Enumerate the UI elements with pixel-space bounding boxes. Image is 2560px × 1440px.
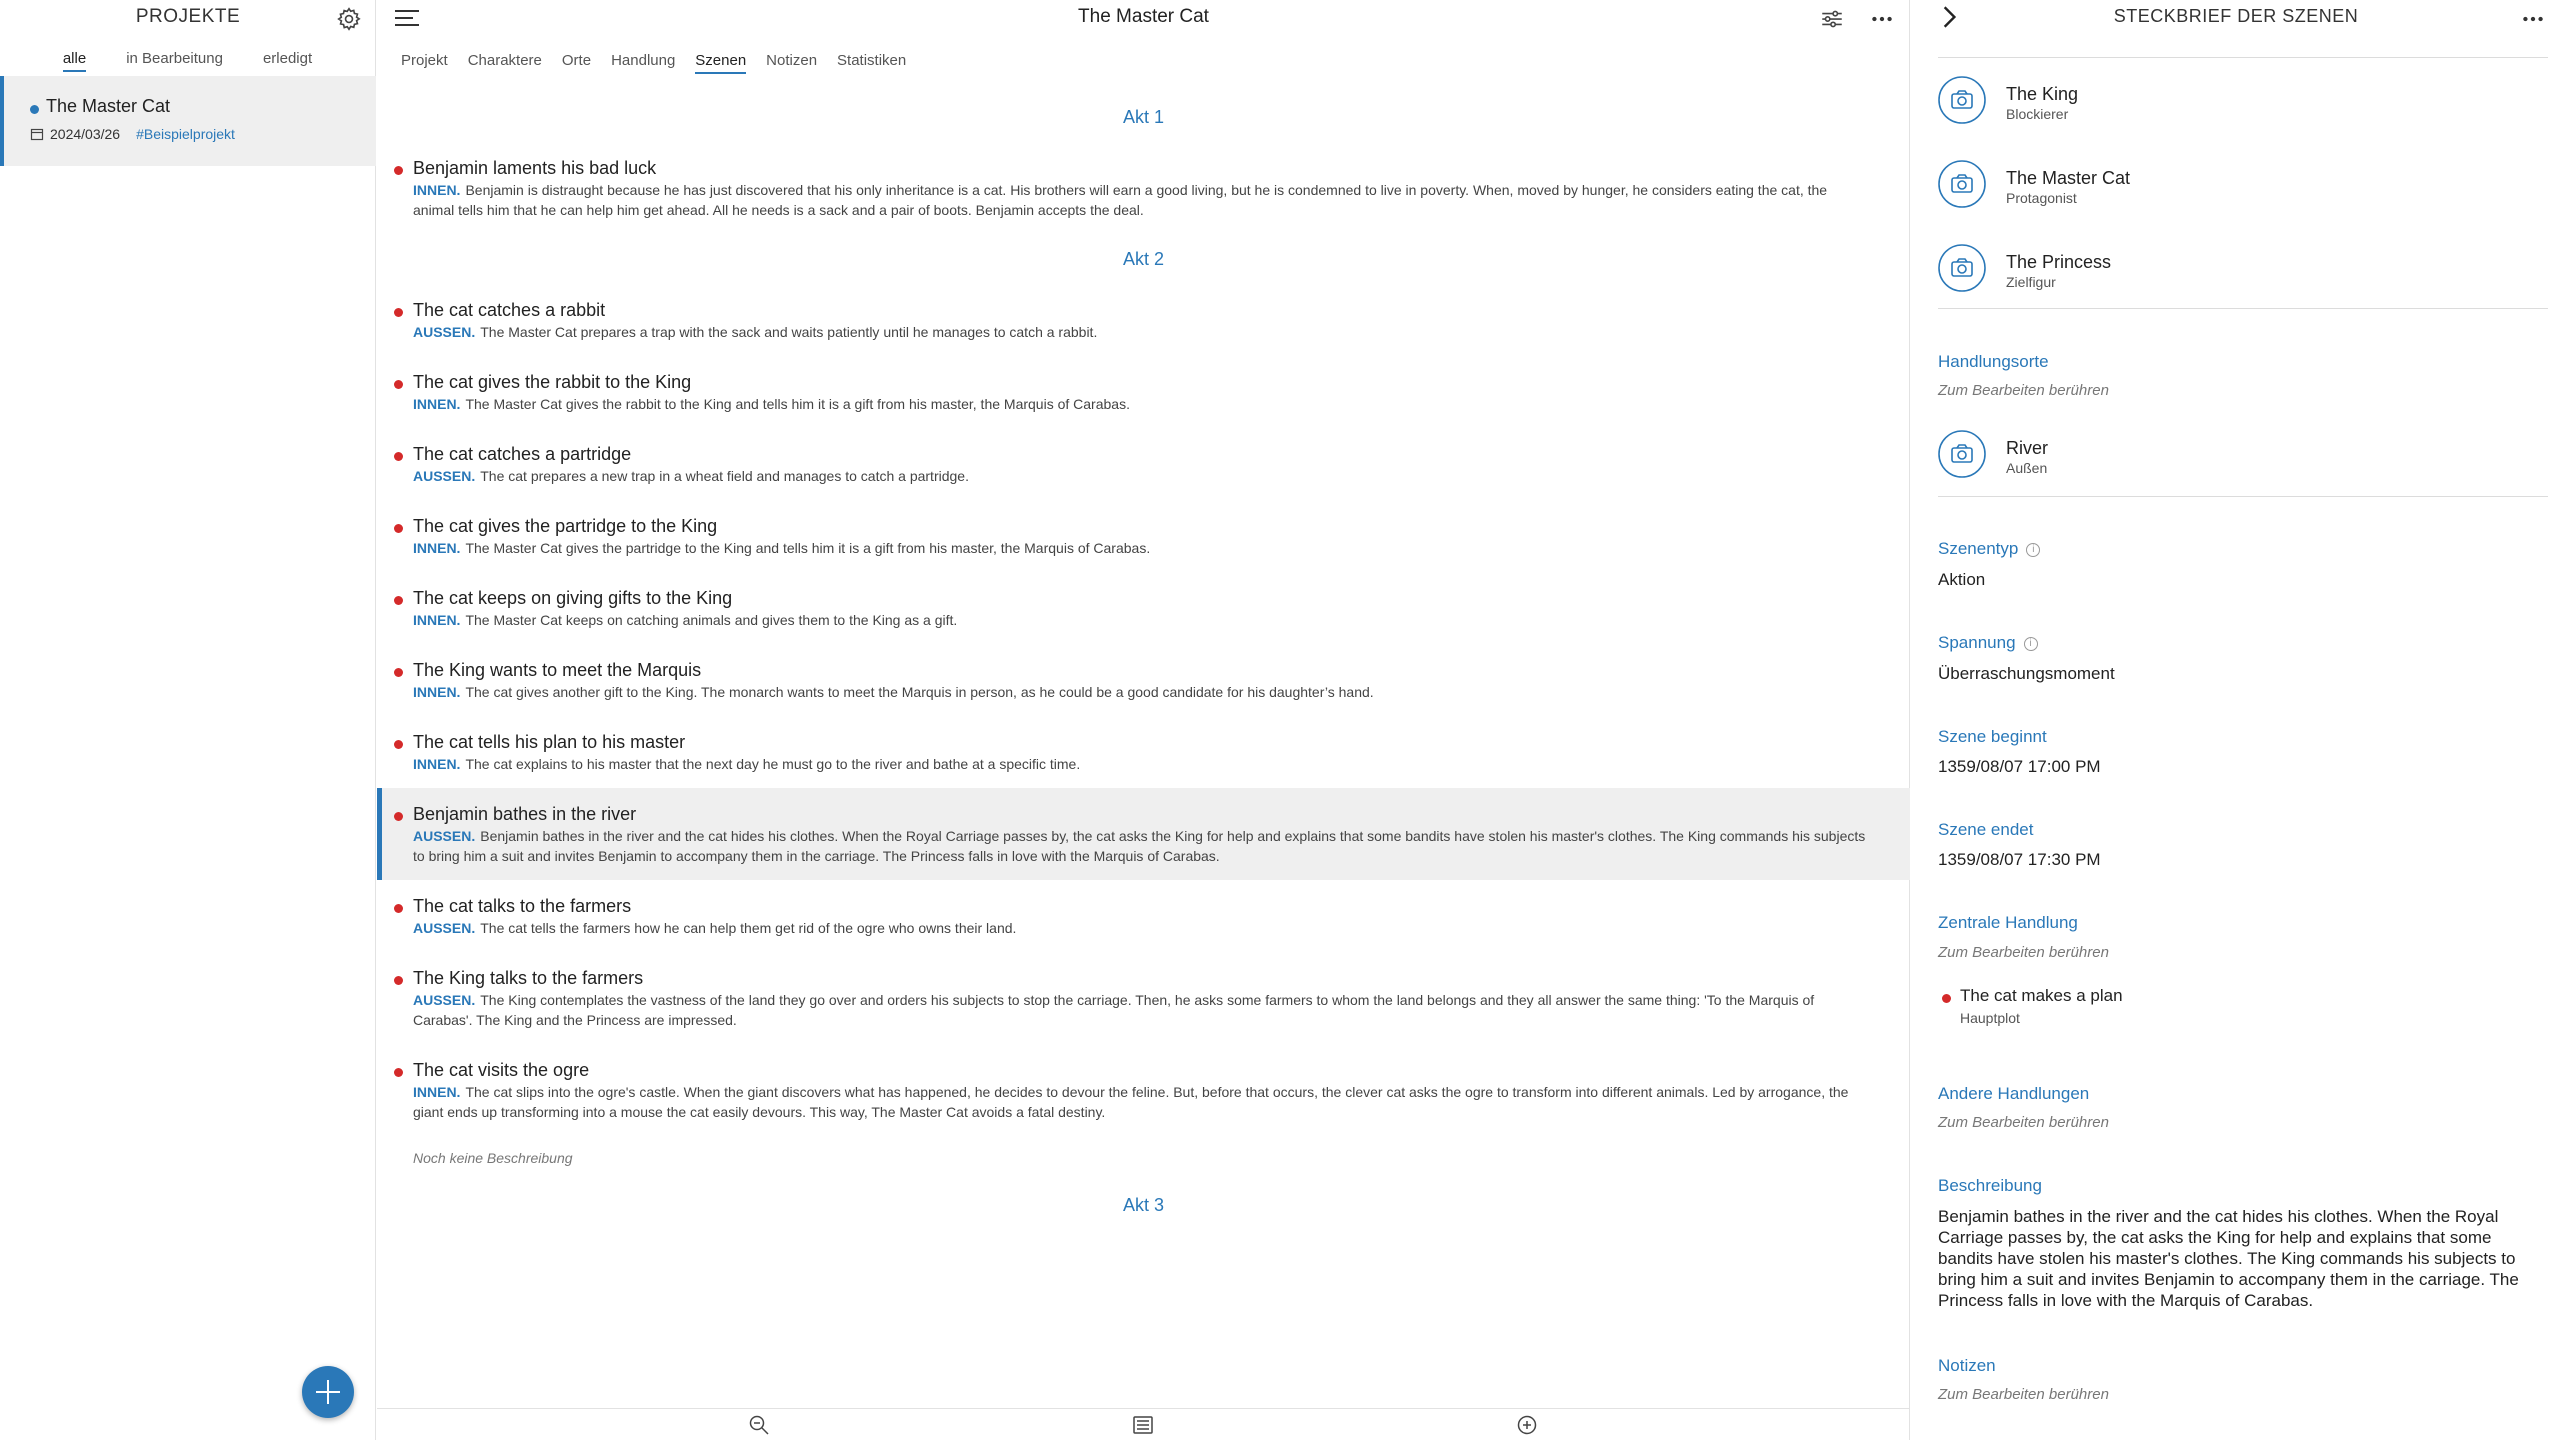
scene-kind: AUSSEN. bbox=[413, 828, 476, 844]
scene-item[interactable] bbox=[377, 952, 1910, 1044]
character-name: The Master Cat bbox=[2006, 168, 2131, 188]
scene-bullet bbox=[394, 308, 403, 317]
character-item[interactable] bbox=[1938, 60, 2548, 140]
scene-item[interactable] bbox=[377, 644, 1910, 716]
main-plot-edit-hint[interactable]: Zum Bearbeiten berühren bbox=[1938, 944, 2109, 961]
scene-kind: INNEN. bbox=[413, 756, 461, 772]
scene-description: The Master Cat gives the partridge to the King and tells him it is a gift from his master, the Marquis of Carabas. bbox=[465, 540, 1151, 556]
scene-description: The Master Cat keeps on catching animals and gives them to the King as a gift. bbox=[465, 612, 958, 628]
divider bbox=[1938, 308, 2548, 309]
scene-type-value[interactable]: Aktion bbox=[1938, 570, 1986, 589]
scene-list[interactable] bbox=[377, 92, 1910, 1400]
scene-title: Benjamin bathes in the river bbox=[413, 804, 637, 824]
scene-item[interactable] bbox=[377, 716, 1910, 788]
tab-notes[interactable]: Notizen bbox=[766, 52, 818, 69]
scene-description: The Master Cat gives the rabbit to the King and tells him it is a gift from his master, the Marquis of Carabas. bbox=[465, 396, 1130, 412]
scene-start-value[interactable]: 1359/08/07 17:00 PM bbox=[1938, 757, 2101, 776]
add-project-button[interactable] bbox=[302, 1366, 354, 1418]
info-icon[interactable]: i bbox=[2024, 637, 2038, 651]
scene-kind: AUSSEN. bbox=[413, 992, 476, 1008]
scene-end-label: Szene endet bbox=[1938, 820, 2034, 839]
section-tabs bbox=[401, 52, 906, 74]
scene-title: The cat gives the rabbit to the King bbox=[413, 372, 692, 392]
divider bbox=[1938, 496, 2548, 497]
character-item[interactable] bbox=[1938, 144, 2548, 224]
scene-title: The cat keeps on giving gifts to the King bbox=[413, 588, 733, 608]
scene-title: The cat catches a partridge bbox=[413, 444, 632, 464]
scene-kind: INNEN. bbox=[413, 612, 461, 628]
tab-scenes[interactable]: Szenen bbox=[695, 52, 746, 74]
scene-kind: INNEN. bbox=[413, 396, 461, 412]
main-plot-label: Zentrale Handlung bbox=[1938, 913, 2078, 932]
tab-plot[interactable]: Handlung bbox=[611, 52, 676, 69]
scene-bullet bbox=[394, 976, 403, 985]
location-type: Außen bbox=[2006, 460, 2048, 476]
scene-item[interactable] bbox=[377, 428, 1910, 500]
tension-label: Spannung i bbox=[1938, 633, 2038, 653]
project-tag: Beispielprojekt bbox=[143, 126, 235, 142]
scene-kind: INNEN. bbox=[413, 684, 461, 700]
scene-start-label: Szene beginnt bbox=[1938, 727, 2047, 746]
center-toolbar bbox=[377, 0, 1909, 44]
location-item[interactable] bbox=[1938, 414, 2548, 494]
scene-bullet bbox=[394, 524, 403, 533]
scene-bullet bbox=[394, 452, 403, 461]
scene-kind: AUSSEN. bbox=[413, 324, 476, 340]
scene-title: The cat catches a rabbit bbox=[413, 300, 606, 320]
scene-item[interactable] bbox=[377, 572, 1910, 644]
scene-bullet bbox=[394, 596, 403, 605]
scene-item[interactable] bbox=[377, 880, 1910, 952]
locations-label: Handlungsorte bbox=[1938, 352, 2049, 371]
scene-title: The cat gives the partridge to the King bbox=[413, 516, 718, 536]
list-view-icon[interactable] bbox=[1131, 1413, 1155, 1437]
scene-type-label: Szenentyp i bbox=[1938, 539, 2040, 559]
tab-project[interactable]: Projekt bbox=[401, 52, 448, 69]
profile-header bbox=[1912, 0, 2560, 50]
zoom-out-icon[interactable] bbox=[747, 1413, 771, 1437]
location-name: River bbox=[2006, 438, 2049, 458]
act-header[interactable]: Akt 2 bbox=[1122, 249, 1165, 269]
project-filter-tabs bbox=[0, 50, 375, 72]
notes-edit-hint[interactable]: Zum Bearbeiten berühren bbox=[1938, 1386, 2109, 1403]
tension-value[interactable]: Überraschungsmoment bbox=[1938, 664, 2115, 683]
sliders-icon[interactable] bbox=[1819, 6, 1845, 32]
scene-title: Benjamin laments his bad luck bbox=[413, 158, 657, 178]
scene-kind: INNEN. bbox=[413, 1084, 461, 1100]
scene-description: Benjamin bathes in the river and the cat hides his clothes. When the Royal Carriage passes by, the cat asks the King for help and explains that some bandits have stolen his master's clothes. The King commands his subjects to bring him a suit and invites Benjamin to accompany them in the carriage. The Princess falls in love with the Marquis of Carabas. bbox=[413, 828, 1866, 864]
camera-icon bbox=[1938, 430, 1986, 478]
other-plots-label: Andere Handlungen bbox=[1938, 1084, 2090, 1103]
character-name: The King bbox=[2006, 84, 2079, 104]
scene-kind: INNEN. bbox=[413, 540, 461, 556]
scene-bullet bbox=[394, 380, 403, 389]
camera-icon bbox=[1938, 244, 1986, 292]
project-name: The Master Cat bbox=[46, 96, 171, 116]
bottom-toolbar bbox=[377, 1408, 1910, 1440]
add-scene-icon[interactable] bbox=[1515, 1413, 1539, 1437]
scene-title: The King talks to the farmers bbox=[413, 968, 644, 988]
scene-bullet bbox=[394, 904, 403, 913]
plot-name: The cat makes a plan bbox=[1960, 986, 2123, 1005]
project-date: 2024/03/26 bbox=[50, 126, 121, 142]
tab-characters[interactable]: Charaktere bbox=[467, 52, 542, 69]
scene-bullet bbox=[394, 1068, 403, 1077]
tab-locations[interactable]: Orte bbox=[561, 52, 592, 69]
scene-item[interactable] bbox=[377, 284, 1910, 356]
document-title: The Master Cat bbox=[1078, 6, 1209, 27]
calendar-icon bbox=[30, 127, 44, 141]
act-header[interactable]: Akt 3 bbox=[1122, 1195, 1165, 1215]
scene-description: The cat tells the farmers how he can help them get rid of the ogre who owns their land. bbox=[480, 920, 1017, 936]
project-item[interactable] bbox=[0, 76, 376, 166]
hashtag-icon: # bbox=[136, 126, 144, 142]
scene-kind: AUSSEN. bbox=[413, 468, 476, 484]
act-header[interactable]: Akt 1 bbox=[1122, 107, 1165, 127]
scene-description: The Master Cat prepares a trap with the sack and waits patiently until he manages to catch a rabbit. bbox=[480, 324, 1098, 340]
character-role: Zielfigur bbox=[2006, 274, 2056, 290]
more-options-icon[interactable] bbox=[2520, 6, 2546, 32]
scene-item-selected[interactable] bbox=[377, 788, 1910, 880]
scene-bullet bbox=[394, 812, 403, 821]
divider bbox=[1938, 57, 2548, 58]
gear-icon[interactable] bbox=[336, 6, 362, 32]
locations-edit-hint[interactable]: Zum Bearbeiten berühren bbox=[1938, 382, 2109, 399]
projects-title: PROJEKTE bbox=[135, 6, 241, 27]
scene-bullet bbox=[394, 668, 403, 677]
projects-header bbox=[0, 0, 375, 44]
info-icon[interactable]: i bbox=[2026, 543, 2040, 557]
tab-statistics[interactable]: Statistiken bbox=[837, 52, 907, 69]
scene-title: The King wants to meet the Marquis bbox=[413, 660, 702, 680]
more-options-icon[interactable] bbox=[1869, 6, 1895, 32]
filter-in-progress[interactable]: in Bearbeitung bbox=[126, 50, 223, 67]
scene-bullet bbox=[394, 740, 403, 749]
scene-item[interactable] bbox=[377, 356, 1910, 428]
other-plots-edit-hint[interactable]: Zum Bearbeiten berühren bbox=[1938, 1114, 2109, 1131]
scene-item[interactable] bbox=[377, 1044, 1910, 1136]
scene-description: The cat slips into the ogre's castle. When the giant discovers what has happened, he decides to devour the feline. But, before that occurs, the clever cat asks the ogre to transform into different animals. Led by arrogance, the giant ends up transforming into a mouse the cat easily devours. This way, The Master Cat avoids a fatal destiny. bbox=[413, 1084, 1849, 1120]
scene-title: The cat visits the ogre bbox=[413, 1060, 590, 1080]
notes-label: Notizen bbox=[1938, 1356, 1996, 1375]
act-no-description[interactable]: Noch keine Beschreibung bbox=[413, 1150, 573, 1166]
scene-title: The cat talks to the farmers bbox=[413, 896, 632, 916]
projects-panel bbox=[0, 0, 376, 1440]
camera-icon bbox=[1938, 76, 1986, 124]
scene-title: The cat tells his plan to his master bbox=[413, 732, 686, 752]
scene-description: The King contemplates the vastness of the land they go over and orders his subjects to stop the carriage. Then, he asks some farmers to whom the land belongs and they all answer the same thing: 'To the Marquis of Carabas'. The King and the Princess are impressed. bbox=[413, 992, 1815, 1028]
profile-title: STECKBRIEF DER SZENEN bbox=[2113, 6, 2359, 26]
scene-profile-panel bbox=[1912, 0, 2560, 1440]
scene-kind: INNEN. bbox=[413, 182, 461, 198]
scene-description: The cat prepares a new trap in a wheat field and manages to catch a partridge. bbox=[480, 468, 969, 484]
plot-bullet bbox=[1942, 994, 1951, 1003]
scene-description: The cat gives another gift to the King. The monarch wants to meet the Marquis in person, as he could be a good candidate for his daughter’s hand. bbox=[465, 684, 1374, 700]
scene-kind: AUSSEN. bbox=[413, 920, 476, 936]
filter-done[interactable]: erledigt bbox=[262, 50, 313, 67]
scene-description: Benjamin is distraught because he has just discovered that his only inheritance is a cat. His brothers will earn a good living, but he is condemned to live in poverty. When, moved by hunger, he considers eating the cat, the animal tells him that he can help him get ahead. All he needs is a sack and a pair of boots. Benjamin accepts the deal. bbox=[413, 182, 1828, 218]
scene-description: The cat explains to his master that the next day he must go to the river and bathe at a specific time. bbox=[465, 756, 1081, 772]
character-item[interactable] bbox=[1938, 228, 2548, 308]
scene-description-text[interactable]: Benjamin bathes in the river and the cat hides his clothes. When the Royal Carriage passes by, the cat asks the King for help and explains that some bandits have stolen his master's clothes. The King commands his subjects to bring him a suit and invites Benjamin to accompany them in the carriage. The Princess falls in love with the Marquis of Carabas. bbox=[1938, 1207, 2519, 1310]
filter-all[interactable]: alle bbox=[63, 50, 86, 72]
character-role: Protagonist bbox=[2006, 190, 2077, 206]
description-label: Beschreibung bbox=[1938, 1176, 2042, 1195]
scene-item[interactable] bbox=[377, 142, 1910, 234]
scene-bullet bbox=[394, 166, 403, 175]
character-name: The Princess bbox=[2006, 252, 2112, 272]
plot-type: Hauptplot bbox=[1960, 1010, 2020, 1026]
camera-icon bbox=[1938, 160, 1986, 208]
scene-item[interactable] bbox=[377, 500, 1910, 572]
scenes-panel bbox=[377, 0, 1910, 1440]
character-role: Blockierer bbox=[2006, 106, 2069, 122]
scene-end-value[interactable]: 1359/08/07 17:30 PM bbox=[1938, 850, 2101, 869]
